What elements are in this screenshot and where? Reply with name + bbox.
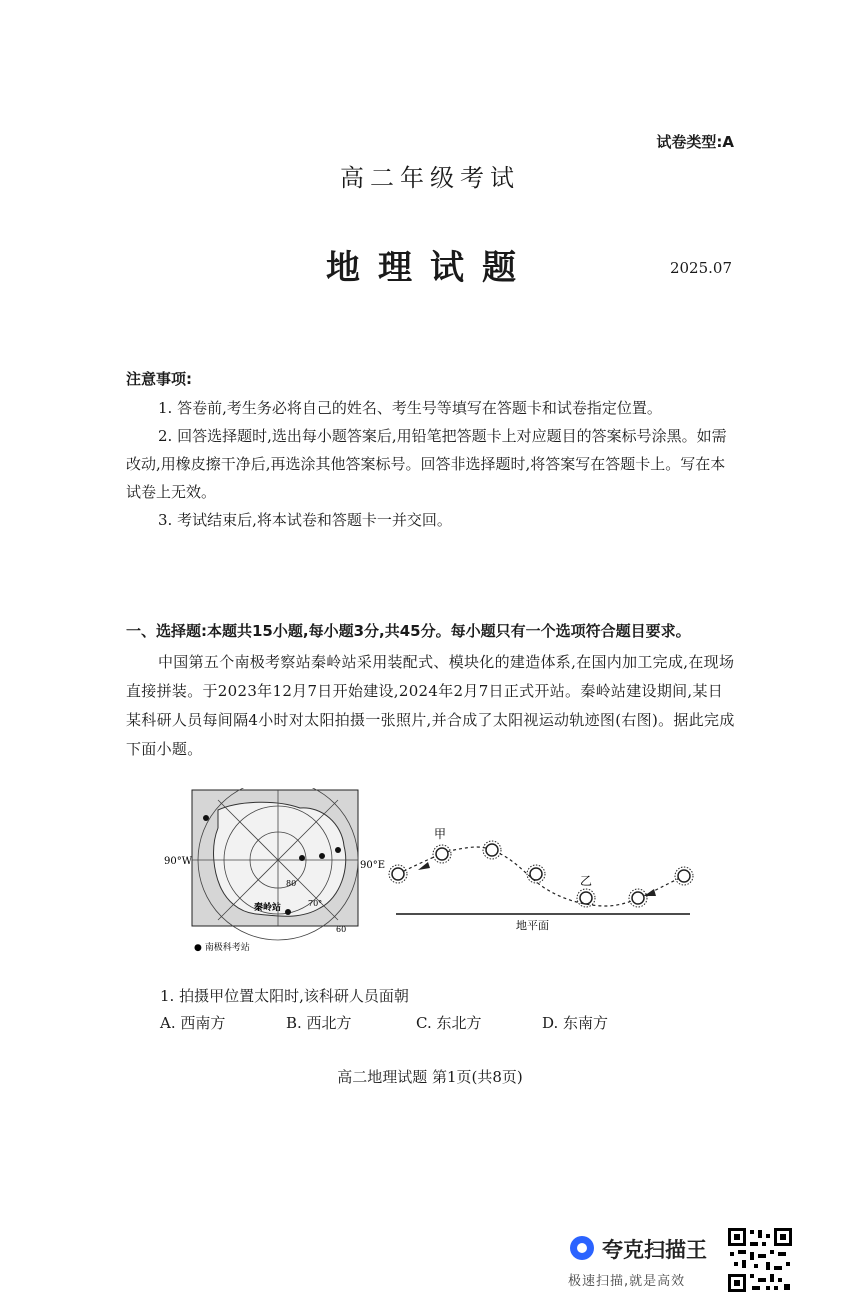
label-80: 80	[286, 879, 297, 888]
paper-type: 试卷类型:A	[656, 133, 734, 151]
reading-passage: 中国第五个南极考察站秦岭站采用装配式、模块化的建造体系,在国内加工完成,在现场直接拼装。于2023年12月7日开始建设,2024年2月7日正式开站。秦岭站建设期间,某日某科研人员每间隔4小时对太阳拍摄一张照片,并合成了太阳视运动轨迹图(右图)。据此完成下面小题。	[126, 653, 735, 758]
label-90w: 90°W	[164, 856, 193, 867]
label-yi: 乙	[580, 874, 593, 888]
option-d: D. 东南方	[542, 1014, 609, 1032]
option-b: B. 西北方	[286, 1014, 352, 1032]
sun-path-diagram	[389, 827, 693, 932]
option-c: C. 东北方	[416, 1014, 482, 1032]
note-item: 1. 答卷前,考生务必将自己的姓名、考生号等填写在答题卡和试卷指定位置。	[158, 399, 662, 417]
quark-logo-icon	[570, 1236, 594, 1260]
sun-icon	[675, 867, 693, 885]
qr-code-icon	[726, 1226, 794, 1294]
antarctica-map	[164, 788, 385, 953]
sun-icon	[577, 889, 595, 907]
label-90e: 90°E	[360, 860, 386, 871]
note-item: 2. 回答选择题时,选出每小题答案后,用铅笔把答题卡上对应题目的答案标号涂黑。如需改动,用橡皮擦干净后,再选涂其他答案标号。回答非选择题时,将答案写在答题卡上。写在本试卷上无效。	[126, 427, 727, 501]
label-70: 70°	[308, 899, 323, 908]
notes-list	[126, 394, 738, 534]
section-heading: 一、选择题:本题共15小题,每小题3分,共45分。每小题只有一个选项符合题目要求。	[126, 622, 691, 640]
label-jia: 甲	[434, 827, 447, 841]
map-legend: ● 南极科考站	[194, 943, 250, 953]
station-label: 秦岭站	[254, 903, 282, 913]
sun-icon	[483, 841, 501, 859]
page-footer: 高二地理试题 第1页(共8页)	[337, 1068, 523, 1086]
note-item: 3. 考试结束后,将本试卷和答题卡一并交回。	[158, 511, 452, 529]
subject-title: 地理试题	[326, 248, 534, 288]
sun-icon	[433, 845, 451, 863]
sun-icon	[389, 865, 407, 883]
label-60: 60	[336, 925, 347, 934]
continent-shape	[214, 802, 346, 916]
watermark-slogan: 极速扫描,就是高效	[568, 1274, 686, 1289]
figure	[160, 788, 700, 960]
horizon-label: 地平面	[516, 919, 549, 932]
scanner-watermark	[566, 1226, 798, 1296]
question-stem: 1. 拍摄甲位置太阳时,该科研人员面朝	[160, 987, 409, 1005]
exam-title: 高二年级考试	[340, 164, 520, 192]
notes-title: 注意事项:	[126, 370, 192, 388]
arrow-head	[644, 889, 656, 896]
watermark-name: 夸克扫描王	[602, 1238, 707, 1262]
option-a: A. 西南方	[160, 1014, 226, 1032]
exam-date: 2025.07	[669, 259, 732, 277]
sun-icon	[629, 889, 647, 907]
sun-icon	[527, 865, 545, 883]
